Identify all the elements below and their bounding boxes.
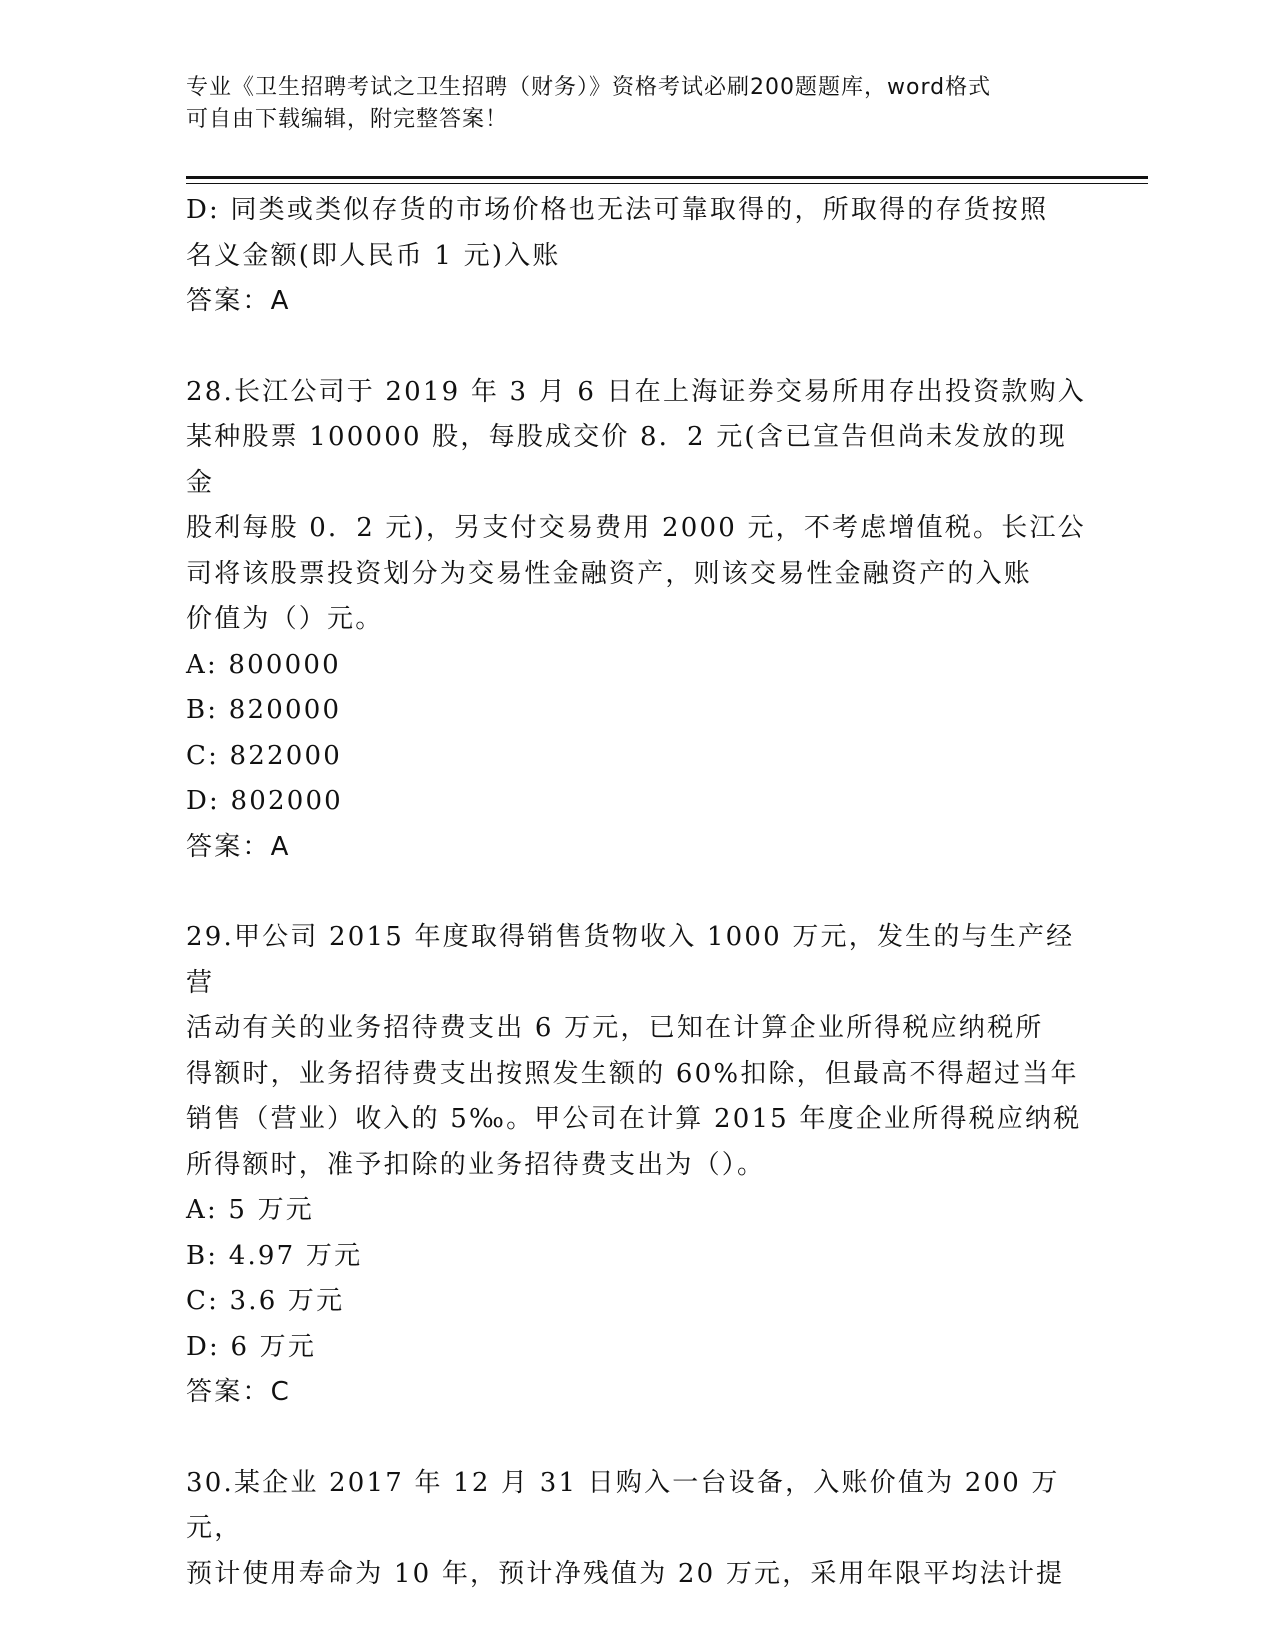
header-rule-thin — [186, 183, 1148, 184]
header-rule-thick — [186, 176, 1148, 179]
option-d: D: 802000 — [186, 786, 343, 816]
answer: 答案：A — [186, 831, 291, 862]
question-30 — [186, 1461, 1086, 1598]
header-title-line-1: 专业《卫生招聘考试之卫生招聘（财务）》资格考试必刷200题题库，word格式 — [186, 75, 992, 100]
option-a: A: 5 万元 — [186, 1195, 315, 1225]
question-stem-line: 价值为（）元。 — [186, 604, 384, 634]
question-28 — [186, 370, 1086, 871]
question-stem-line: 某种股票 100000 股，每股成交价 8．2 元(含已宣告但尚未发放的现金 — [186, 422, 1067, 498]
answer: 答案：C — [186, 1377, 291, 1407]
option-d-line-2: 名义金额(即人民币 1 元)入账 — [186, 240, 561, 271]
question-stem-line: 30.某企业 2017 年 12 月 31 日购入一台设备，入账价值为 200 万元， — [186, 1467, 1060, 1543]
question-stem-line: 预计使用寿命为 10 年，预计净残值为 20 万元，采用年限平均法计提 — [186, 1558, 1065, 1589]
question-stem-line: 销售（营业）收入的 5‰。甲公司在计算 2015 年度企业所得税应纳税 — [186, 1104, 1082, 1134]
question-stem-line: 活动有关的业务招待费支出 6 万元，已知在计算企业所得税应纳税所 — [186, 1013, 1044, 1043]
question-stem-line: 得额时，业务招待费支出按照发生额的 60%扣除，但最高不得超过当年 — [186, 1058, 1079, 1089]
question-29 — [186, 915, 1086, 1416]
previous-question-tail — [186, 188, 1086, 325]
question-stem-line: 司将该股票投资划分为交易性金融资产，则该交易性金融资产的入账 — [186, 558, 1033, 589]
spacer — [186, 870, 1086, 915]
question-stem-line: 28.长江公司于 2019 年 3 月 6 日在上海证券交易所用存出投资款购入 — [186, 376, 1086, 407]
question-stem-line: 所得额时，准予扣除的业务招待费支出为（）。 — [186, 1149, 766, 1180]
option-b: B: 820000 — [186, 695, 342, 725]
spacer — [186, 325, 1086, 370]
question-stem-line: 股利每股 0．2 元)，另支付交易费用 2000 元，不考虑增值税。长江公 — [186, 513, 1086, 543]
document-body — [186, 188, 1086, 1597]
header-title-line-2: 可自由下载编辑，附完整答案！ — [186, 107, 509, 132]
spacer — [186, 1416, 1086, 1461]
option-b: B: 4.97 万元 — [186, 1240, 363, 1271]
option-c: C: 3.6 万元 — [186, 1286, 345, 1316]
option-d-line-1: D: 同类或类似存货的市场价格也无法可靠取得的，所取得的存货按照 — [186, 195, 1049, 225]
page-header — [186, 72, 1066, 136]
question-stem-line: 29.甲公司 2015 年度取得销售货物收入 1000 万元，发生的与生产经营 — [186, 922, 1075, 998]
option-a: A: 800000 — [186, 649, 341, 680]
option-c: C: 822000 — [186, 740, 342, 771]
answer: 答案：A — [186, 286, 291, 316]
option-d: D: 6 万元 — [186, 1331, 317, 1362]
